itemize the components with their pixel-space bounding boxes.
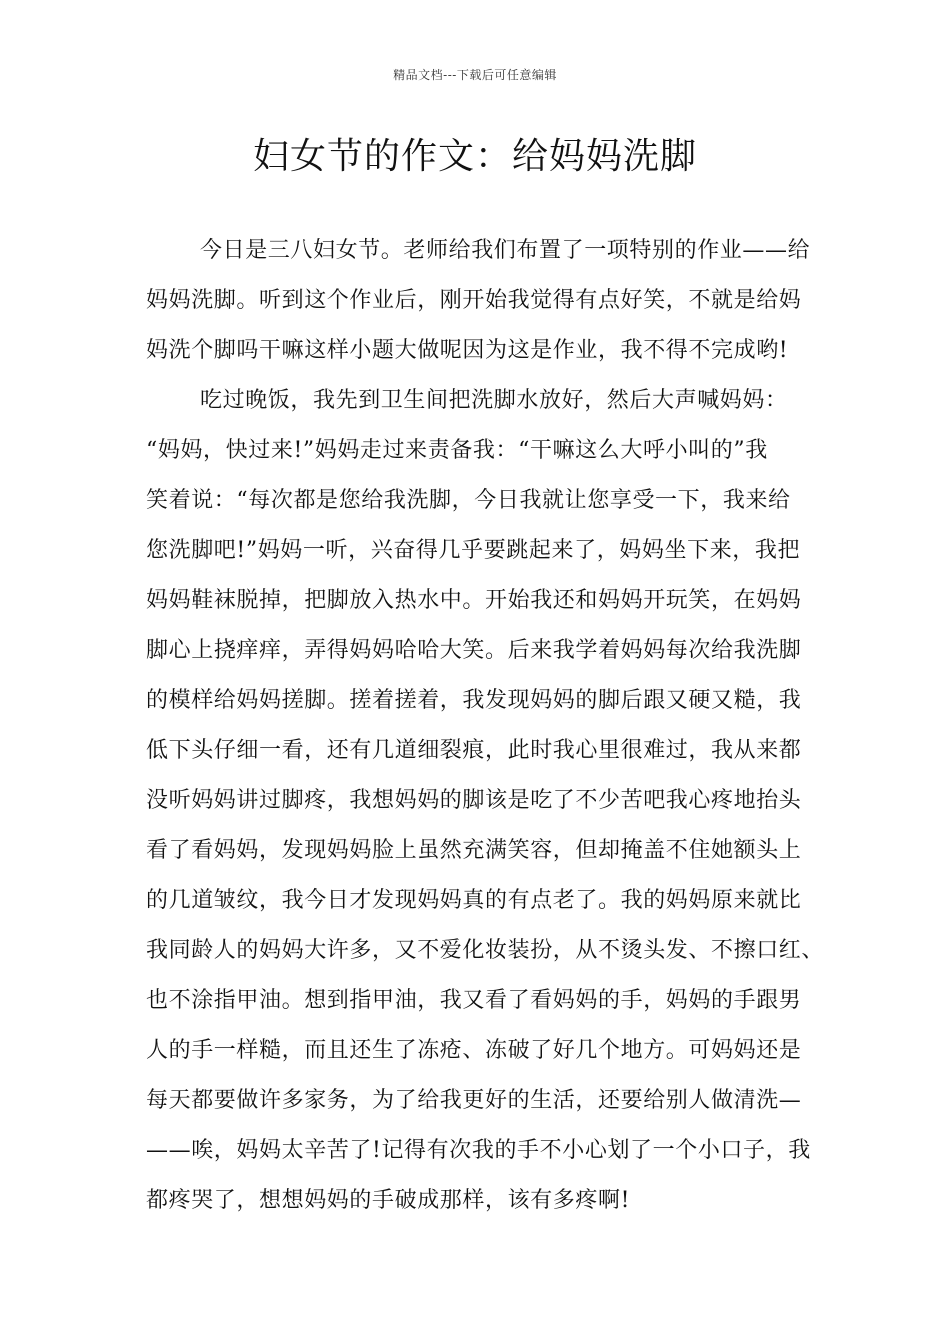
paragraph-2-line-8: 低下头仔细一看，还有几道细裂痕，此时我心里很难过，我从来都 <box>146 738 802 763</box>
paragraph-1-line-1: 今日是三八妇女节。老师给我们布置了一项特别的作业——给 <box>200 238 811 263</box>
paragraph-2-line-6: 脚心上挠痒痒，弄得妈妈哈哈大笑。后来我学着妈妈每次给我洗脚 <box>146 638 802 663</box>
paragraph-2-line-4: 您洗脚吧!”妈妈一听，兴奋得几乎要跳起来了，妈妈坐下来，我把 <box>146 538 801 563</box>
paragraph-2-line-11: 的几道皱纹，我今日才发现妈妈真的有点老了。我的妈妈原来就比 <box>146 888 802 913</box>
paragraph-2-line-7: 的模样给妈妈搓脚。搓着搓着，我发现妈妈的脚后跟又硬又糙，我 <box>146 688 802 713</box>
paragraph-1-line-2: 妈妈洗脚。听到这个作业后，刚开始我觉得有点好笑，不就是给妈 <box>146 288 802 313</box>
paragraph-2-line-2: “妈妈，快过来!”妈妈走过来责备我：“干嘛这么大呼小叫的”我 <box>146 438 768 463</box>
paragraph-2-line-14: 人的手一样糙，而且还生了冻疮、冻破了好几个地方。可妈妈还是 <box>146 1038 802 1063</box>
paragraph-2-line-1: 吃过晚饭，我先到卫生间把洗脚水放好，然后大声喊妈妈： <box>200 388 788 413</box>
paragraph-2-line-17: 都疼哭了，想想妈妈的手破成那样，该有多疼啊! <box>146 1188 631 1213</box>
paragraph-2-line-12: 我同龄人的妈妈大许多，又不爱化妆装扮，从不烫头发、不擦口红、 <box>146 938 825 963</box>
paragraph-2-line-3: 笑着说：“每次都是您给我洗脚，今日我就让您享受一下，我来给 <box>146 488 791 513</box>
paragraph-2-line-10: 看了看妈妈，发现妈妈脸上虽然充满笑容，但却掩盖不住她额头上 <box>146 838 802 863</box>
header-note: 精品文档---下载后可任意编辑 <box>393 68 557 82</box>
paragraph-2-line-9: 没听妈妈讲过脚疼，我想妈妈的脚该是吃了不少苦吧我心疼地抬头 <box>146 788 802 813</box>
paragraph-2-line-13: 也不涂指甲油。想到指甲油，我又看了看妈妈的手，妈妈的手跟男 <box>146 988 802 1013</box>
document-title: 妇女节的作文：给妈妈洗脚 <box>252 136 697 177</box>
paragraph-2-line-15: 每天都要做许多家务，为了给我更好的生活，还要给别人做清洗— <box>146 1088 802 1113</box>
paragraph-1-line-3: 妈洗个脚吗干嘛这样小题大做呢因为这是作业，我不得不完成哟! <box>146 338 789 363</box>
paragraph-2-line-16: ——唉，妈妈太辛苦了!记得有次我的手不小心划了一个小口子，我 <box>146 1138 811 1163</box>
paragraph-2-line-5: 妈妈鞋袜脱掉，把脚放入热水中。开始我还和妈妈开玩笑，在妈妈 <box>146 588 802 613</box>
